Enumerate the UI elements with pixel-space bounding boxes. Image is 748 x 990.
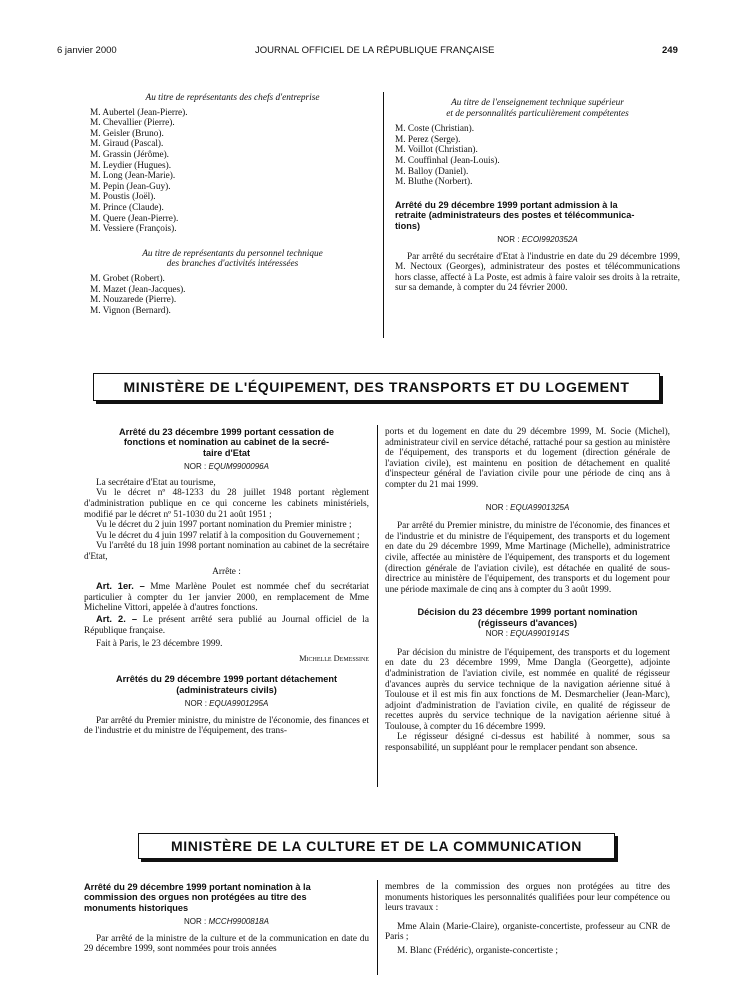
names-list-chefs bbox=[90, 108, 375, 235]
nor-reference bbox=[84, 462, 369, 473]
nor-label: NOR : bbox=[184, 462, 207, 472]
article-text: Le présent arrêté sera publié au Journal officiel de la République française. bbox=[84, 614, 370, 636]
member-name: M. Poustis (Joël). bbox=[90, 192, 156, 203]
page-date: 6 janvier 2000 bbox=[57, 45, 117, 56]
paragraph: Par arrêté de la ministre de la culture et de la communication en date du 29 décembre 1999, sont nommées pour trois années bbox=[84, 933, 369, 955]
member-name: M. Pepin (Jean-Guy). bbox=[90, 181, 171, 192]
decree-title-line: (administrateurs civils) bbox=[176, 684, 277, 695]
nor-value: EQUA9901295A bbox=[209, 699, 269, 709]
decree-title-line: commission des orgues non protégées au titre des bbox=[84, 892, 307, 903]
member-name: M. Mazet (Jean-Jacques). bbox=[90, 284, 186, 295]
member-name: M. Quere (Jean-Pierre). bbox=[90, 213, 179, 224]
column-divider-middle bbox=[377, 425, 378, 787]
paragraph: Le régisseur désigné ci-dessus est habilité à nommer, sous sa responsabilité, un suppléant pour le remplacer pendant son absence. bbox=[385, 732, 670, 754]
column-divider-bottom bbox=[377, 880, 378, 975]
heading-personnel-technique-2: des branches d'activités intéressées bbox=[166, 259, 299, 270]
middle-left-column bbox=[84, 427, 369, 737]
nor-reference bbox=[385, 629, 670, 640]
decree-title-line: Arrêté du 29 décembre 1999 portant admission à la bbox=[395, 199, 618, 210]
names-list-personnel bbox=[90, 274, 375, 316]
journal-title: JOURNAL OFFICIEL DE LA RÉPUBLIQUE FRANÇAISE bbox=[255, 45, 495, 56]
paragraph: ports et du logement en date du 29 décembre 1999, M. Socie (Michel), administrateur civil en service détaché, rattaché pour sa gestion au ministère de l'équipement, des transports et du logement (direction générale de l'aviation civile), est maintenu en position de détachement en qualité d'inspecteur général de l'aviation civile pour une période de cinq ans à compter du 21 mai 1999. bbox=[385, 427, 670, 490]
heading-personnel-technique-1: Au titre de représentants du personnel technique bbox=[142, 248, 323, 259]
nor-reference bbox=[395, 235, 680, 246]
member-name: M. Couffinhal (Jean-Louis). bbox=[395, 155, 500, 166]
paragraph: Par arrêté du Premier ministre, du ministre de l'économie, des finances et de l'industrie et du ministre de l'équipement, des transports et du logement en date du 29 décembre 1999, Mme Martinage (Michelle), administratrice civile, affectée au ministère de l'équipement, des transports et du logement (direction générale de l'aviation civile), est détachée en qualité de sous-directrice au ministère de l'équipement, des transports et du logement pour une période maximale de cinq ans à compter du 3 août 1999. bbox=[385, 521, 670, 595]
member-name: M. Leydier (Hugues). bbox=[90, 160, 172, 171]
article-2 bbox=[84, 614, 369, 636]
paragraph: Vu l'arrêté du 18 juin 1998 portant nomination au cabinet de la secrétaire d'Etat, bbox=[84, 541, 369, 562]
paragraph: Vu le décret nº 48-1233 du 28 juillet 1948 portant règlement d'administration publique en ce qui concerne les cabinets ministériels, modifié par le décret nº 51-1030 du 21 août 1951 ; bbox=[84, 488, 369, 520]
nor-reference bbox=[84, 699, 369, 710]
paragraph: M. Blanc (Frédéric), organiste-concertiste ; bbox=[397, 945, 558, 956]
decree-title-line: taire d'Etat bbox=[202, 447, 251, 458]
nor-reference bbox=[84, 917, 369, 928]
member-name: M. Prince (Claude). bbox=[90, 202, 164, 213]
heading-enseignement-2: et de personnalités particulièrement compétentes bbox=[446, 108, 629, 119]
article-label: Art. 1er. – bbox=[96, 581, 145, 592]
paragraph: Par arrêté du Premier ministre, du ministre de l'économie, des finances et de l'industrie et du ministre de l'équipement, des trans- bbox=[84, 715, 369, 737]
nor-value: ECOI9920352A bbox=[521, 234, 578, 244]
nor-label: NOR : bbox=[184, 917, 207, 927]
heading-chefs-entreprise: Au titre de représentants des chefs d'entreprise bbox=[145, 93, 320, 103]
member-name: M. Aubertel (Jean-Pierre). bbox=[90, 107, 188, 118]
article-1 bbox=[84, 581, 369, 614]
member-name: M. Vignon (Bernard). bbox=[90, 305, 171, 316]
decree-title-line: tions) bbox=[395, 220, 421, 231]
decree-title-line: Arrêté du 23 décembre 1999 portant cessation de bbox=[119, 427, 334, 437]
paragraph: Vu le décret du 2 juin 1997 portant nomination du Premier ministre ; bbox=[96, 520, 352, 531]
paragraph: membres de la commission des orgues non protégées au titre des monuments historiques les personnalités qualifiées pour leur compétence ou leurs travaux : bbox=[385, 882, 670, 914]
signature: Michelle Demessine bbox=[299, 653, 369, 663]
article-text: Mme Marlène Poulet est nommée chef du secrétariat particulier à compter du 1er janvier 2000, en remplacement de Mme Micheline Vittori, appelée à d'autres fonctions. bbox=[84, 582, 369, 614]
nor-value: EQUA9901325A bbox=[510, 502, 570, 512]
decree-title-cabinet bbox=[84, 427, 369, 458]
nor-reference bbox=[385, 503, 670, 514]
nor-label: NOR : bbox=[497, 234, 520, 244]
top-right-column bbox=[395, 98, 680, 294]
member-name: M. Perez (Serge). bbox=[395, 134, 461, 145]
paragraph: Par décision du ministre de l'équipement, des transports et du logement en date du 23 décembre 1999, Mme Dangla (Georgette), adjointe d'administration de l'aviation civile, est nommée en qualité de régisseur d'avances auprès du service technique de la navigation aérienne situé à Toulouse et il est mis fin aux fonctions de M. Desmarchelier (Jean-Marc), adjoint d'administration de l'aviation civile, en qualité de régisseur de recettes auprès du service technique de la navigation aérienne situé à Toulouse, à compter du 16 décembre 1999. bbox=[385, 647, 670, 732]
decree-title-line: retraite (administrateurs des postes et télécommunica- bbox=[395, 210, 635, 221]
nor-value: MCCH9900818A bbox=[208, 917, 269, 927]
decree-title-line: Décision du 23 décembre 1999 portant nomination bbox=[417, 607, 638, 618]
decree-title-line: Arrêtés du 29 décembre 1999 portant détachement bbox=[115, 674, 338, 685]
member-name: M. Grobet (Robert). bbox=[90, 273, 165, 284]
top-left-column bbox=[90, 93, 375, 316]
bottom-left-column bbox=[84, 882, 369, 955]
member-name: M. Bluthe (Norbert). bbox=[395, 177, 473, 188]
decree-title-line: monuments historiques bbox=[84, 902, 189, 913]
fait-a-paris: Fait à Paris, le 23 décembre 1999. bbox=[96, 639, 223, 650]
ministry-banner-culture: MINISTÈRE DE LA CULTURE ET DE LA COMMUNICATION bbox=[138, 833, 615, 859]
member-name: M. Chevallier (Pierre). bbox=[90, 118, 175, 129]
heading-enseignement-1: Au titre de l'enseignement technique supérieur bbox=[451, 98, 624, 108]
nor-label: NOR : bbox=[485, 502, 508, 512]
column-divider-top bbox=[383, 92, 384, 338]
middle-right-column bbox=[385, 427, 670, 754]
member-name: M. Vessiere (François). bbox=[90, 224, 177, 235]
paragraph: Mme Alain (Marie-Claire), organiste-concertiste, professeur au CNR de Paris ; bbox=[385, 921, 670, 943]
member-name: M. Coste (Christian). bbox=[395, 124, 475, 135]
decree-title-line: Arrêté du 29 décembre 1999 portant nomination à la bbox=[84, 882, 311, 892]
member-name: M. Giraud (Pascal). bbox=[90, 139, 164, 150]
paragraph: La secrétaire d'Etat au tourisme, bbox=[96, 477, 216, 488]
member-name: M. Voillot (Christian). bbox=[395, 145, 478, 156]
nor-label: NOR : bbox=[485, 629, 508, 639]
article-label: Art. 2. – bbox=[96, 613, 137, 624]
decree-title-line: fonctions et nomination au cabinet de la secré- bbox=[123, 437, 330, 448]
nor-value: EQUM9900096A bbox=[208, 462, 269, 472]
decree-title-detachement bbox=[84, 674, 369, 695]
arrete-label: Arrête : bbox=[212, 566, 241, 577]
page-number: 249 bbox=[662, 45, 678, 56]
names-list-enseignement bbox=[395, 124, 680, 188]
decree-body: Par arrêté du secrétaire d'Etat à l'industrie en date du 29 décembre 1999, M. Nectoux (Georges), administrateur des postes et télécommunications hors classe, affecté à La Poste, est admis à faire valoir ses droits à la retraite, sur sa demande, à compter du 24 février 2000. bbox=[395, 251, 680, 294]
member-name: M. Geisler (Bruno). bbox=[90, 128, 164, 139]
member-name: M. Grassin (Jérôme). bbox=[90, 149, 170, 160]
paragraph: Vu le décret du 4 juin 1997 relatif à la composition du Gouvernement ; bbox=[96, 530, 360, 541]
decree-title-retraite bbox=[395, 200, 680, 231]
bottom-right-column bbox=[385, 882, 670, 957]
decision-title-regisseurs bbox=[385, 607, 670, 628]
decree-title-orgues bbox=[84, 882, 369, 913]
nor-label: NOR : bbox=[184, 699, 207, 709]
nor-value: EQUA9901914S bbox=[510, 629, 570, 639]
member-name: M. Nouzarede (Pierre). bbox=[90, 295, 177, 306]
member-name: M. Balloy (Daniel). bbox=[395, 166, 469, 177]
ministry-banner-equipement: MINISTÈRE DE L'ÉQUIPEMENT, DES TRANSPORTS ET DU LOGEMENT bbox=[93, 373, 660, 401]
member-name: M. Long (Jean-Marie). bbox=[90, 171, 176, 182]
decree-title-line: (régisseurs d'avances) bbox=[477, 617, 578, 628]
